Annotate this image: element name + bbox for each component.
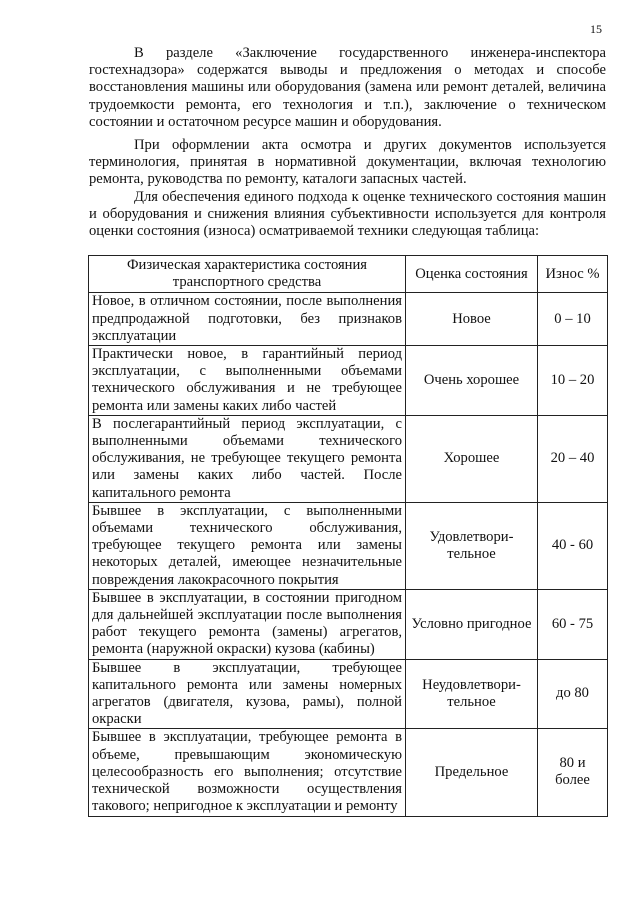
table-row	[89, 502, 608, 589]
row-description: Бывшее в эксплуатации, в состоянии пригодном для дальнейшей эксплуатации после выполнения работ текущего ремонта (замены) агрегатов, ремонта (наружной окраски) кузова (кабины)	[89, 589, 406, 659]
row-state: Предельное	[406, 729, 538, 816]
row-wear-value: 80 и более	[555, 755, 590, 789]
paragraph-table-intro: Для обеспечения единого подхода к оценке технического состояния машин и оборудования и снижения влияния субъективности используется для контроля оценки состояния (износа) осматриваемой техники следующая таблица:	[89, 189, 606, 240]
table-row	[89, 346, 608, 416]
row-state: Очень хорошее	[406, 346, 538, 416]
row-wear-value: до 80	[556, 685, 589, 702]
row-description: Бывшее в эксплуатации, с выполненными объемами технического обслуживания, требующее текущего ремонта или замены некоторых деталей, имеющее незначительные повреждения лакокрасочного покрытия	[89, 502, 406, 589]
row-state: Условно пригодное	[406, 589, 538, 659]
table-row	[89, 729, 608, 816]
table-row	[89, 293, 608, 346]
row-description: В послегарантийный период эксплуатации, с выполненными объемами технического обслуживания, не требующее текущего ремонта или замены каких либо частей. После капитального ремонта	[89, 415, 406, 502]
table-row	[89, 589, 608, 659]
row-description: Новое, в отличном состоянии, после выполнения предпродажной подготовки, без признаков эксплуатации	[89, 293, 406, 346]
row-state: Хорошее	[406, 415, 538, 502]
page-number: 15	[590, 22, 602, 36]
table-row	[89, 659, 608, 729]
condition-assessment-table	[88, 255, 608, 817]
row-wear-value: 0 – 10	[554, 310, 591, 327]
paragraph-conclusion-section: В разделе «Заключение государственного инженера-инспектора гостехнадзора» содержатся выводы и предложения о методах и способе восстановления машины или оборудования (замена или ремонт деталей, величина трудоемкости ремонта, его технология и т.п.), заключение о техническом состоянии и остаточном ресурсе машин и оборудования.	[89, 45, 606, 130]
row-wear	[538, 293, 608, 346]
row-description: Бывшее в эксплуатации, требующее капитального ремонта или замены номерных агрегатов (двигателя, кузова, рамы), полной окраски	[89, 659, 406, 729]
row-description: Практически новое, в гарантийный период эксплуатации, с выполненными объемами технического обслуживания и не требующее ремонта или замены каких либо частей	[89, 346, 406, 416]
row-state: Удовлетворительное	[406, 502, 538, 589]
row-wear	[538, 729, 608, 816]
header-wear: Износ %	[538, 256, 608, 293]
row-wear-value: 40 - 60	[551, 537, 594, 554]
row-wear	[538, 502, 608, 589]
row-wear-value: 60 - 75	[551, 615, 594, 632]
row-state: Новое	[406, 293, 538, 346]
row-wear-value: 10 – 20	[550, 371, 595, 388]
header-description: Физическая характеристика состояния транспортного средства	[89, 256, 406, 293]
row-description: Бывшее в эксплуатации, требующее ремонта в объеме, превышающим экономическую целесообразность его выполнения; отсутствие технической возможности осуществления такового; непригодное к эксплуатации и ремонту	[89, 729, 406, 816]
row-wear	[538, 415, 608, 502]
row-wear-value: 20 – 40	[550, 450, 595, 467]
header-state: Оценка состояния	[406, 256, 538, 293]
table-row	[89, 415, 608, 502]
row-state: Неудовлетворительное	[406, 659, 538, 729]
row-wear	[538, 589, 608, 659]
row-wear	[538, 346, 608, 416]
row-wear	[538, 659, 608, 729]
paragraph-terminology: При оформлении акта осмотра и других документов используется терминология, принятая в нормативной документации, включая технологию ремонта, руководства по ремонту, каталоги запасных частей.	[89, 137, 606, 188]
table-header-row	[89, 256, 608, 293]
